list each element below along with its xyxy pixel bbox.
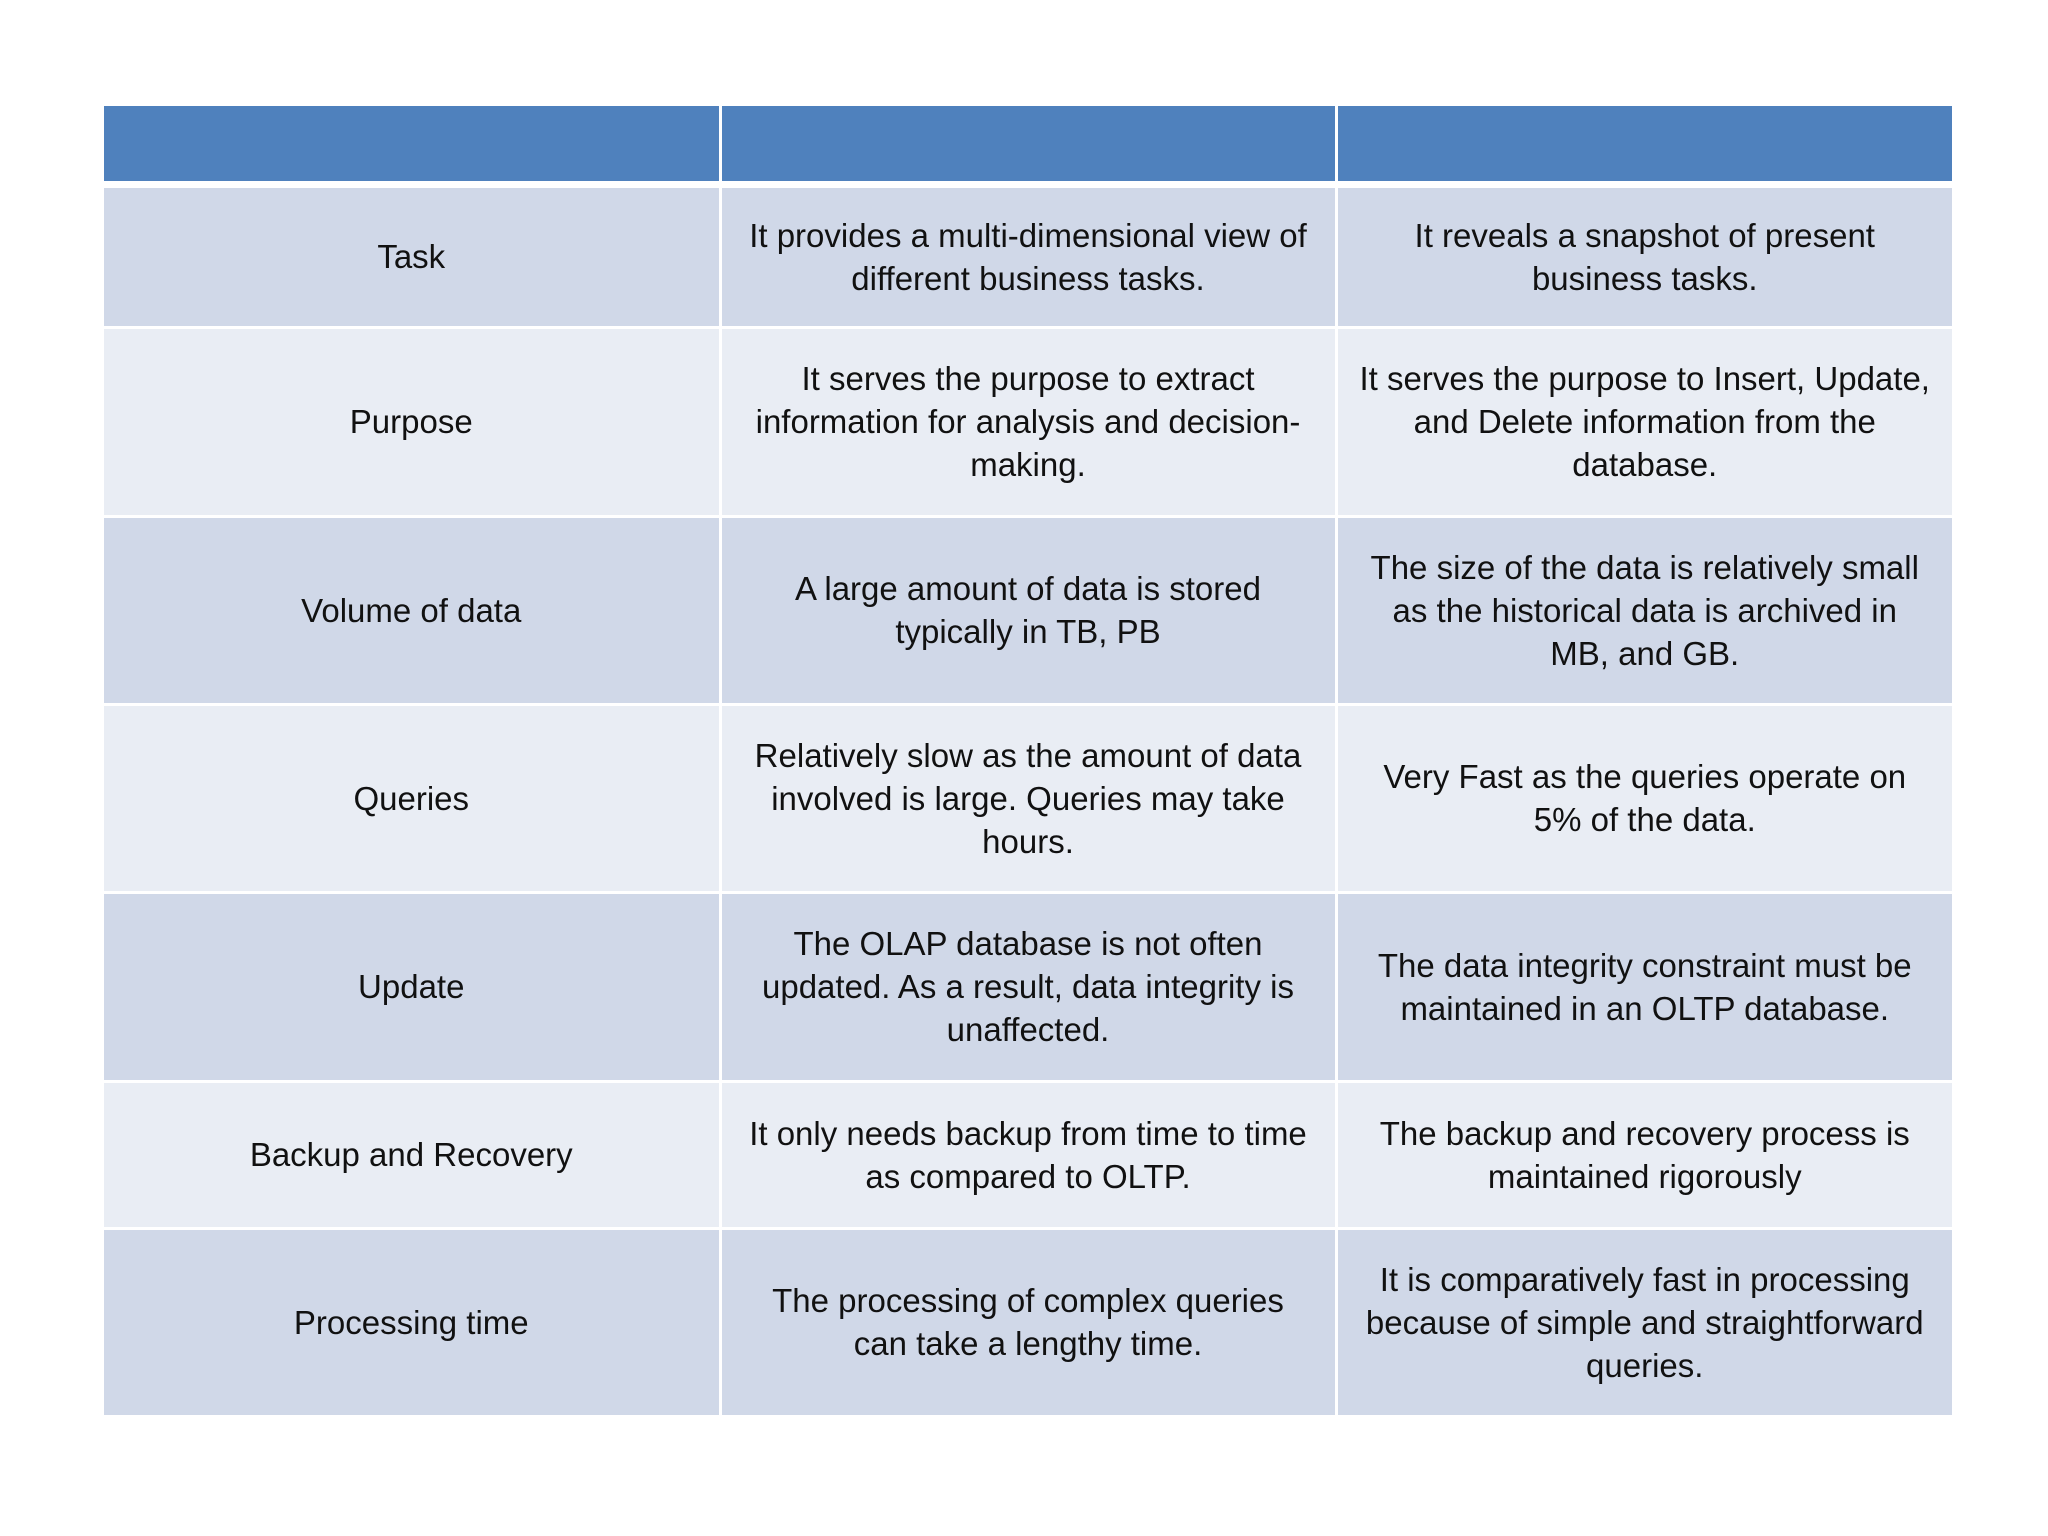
olap-cell: A large amount of data is stored typically in TB, PB: [720, 516, 1336, 704]
header-cell-oltp: [1336, 106, 1952, 184]
oltp-cell: It serves the purpose to Insert, Update, and Delete information from the database.: [1336, 327, 1952, 516]
olap-cell: It only needs backup from time to time as compared to OLTP.: [720, 1081, 1336, 1228]
row-label: Task: [104, 184, 720, 327]
olap-cell: It provides a multi-dimensional view of different business tasks.: [720, 184, 1336, 327]
table-row: [104, 184, 1952, 327]
olap-cell: Relatively slow as the amount of data involved is large. Queries may take hours.: [720, 704, 1336, 892]
row-label: Queries: [104, 704, 720, 892]
table-header-row: [104, 106, 1952, 184]
row-label: Processing time: [104, 1228, 720, 1416]
table-row: [104, 1228, 1952, 1416]
header-cell-attribute: [104, 106, 720, 184]
oltp-cell: Very Fast as the queries operate on 5% of the data.: [1336, 704, 1952, 892]
row-label: Purpose: [104, 327, 720, 516]
oltp-cell: The backup and recovery process is maintained rigorously: [1336, 1081, 1952, 1228]
header-cell-olap: [720, 106, 1336, 184]
table-row: [104, 1081, 1952, 1228]
table-row: [104, 516, 1952, 704]
row-label: Backup and Recovery: [104, 1081, 720, 1228]
row-label: Volume of data: [104, 516, 720, 704]
oltp-cell: It reveals a snapshot of present business tasks.: [1336, 184, 1952, 327]
comparison-table: [104, 106, 1952, 1418]
table-row: [104, 892, 1952, 1081]
table-row: [104, 327, 1952, 516]
olap-cell: The processing of complex queries can take a lengthy time.: [720, 1228, 1336, 1416]
row-label: Update: [104, 892, 720, 1081]
table-row: [104, 704, 1952, 892]
oltp-cell: The size of the data is relatively small as the historical data is archived in MB, and GB.: [1336, 516, 1952, 704]
olap-cell: It serves the purpose to extract information for analysis and decision-making.: [720, 327, 1336, 516]
oltp-cell: The data integrity constraint must be maintained in an OLTP database.: [1336, 892, 1952, 1081]
oltp-cell: It is comparatively fast in processing because of simple and straightforward queries.: [1336, 1228, 1952, 1416]
olap-cell: The OLAP database is not often updated. As a result, data integrity is unaffected.: [720, 892, 1336, 1081]
